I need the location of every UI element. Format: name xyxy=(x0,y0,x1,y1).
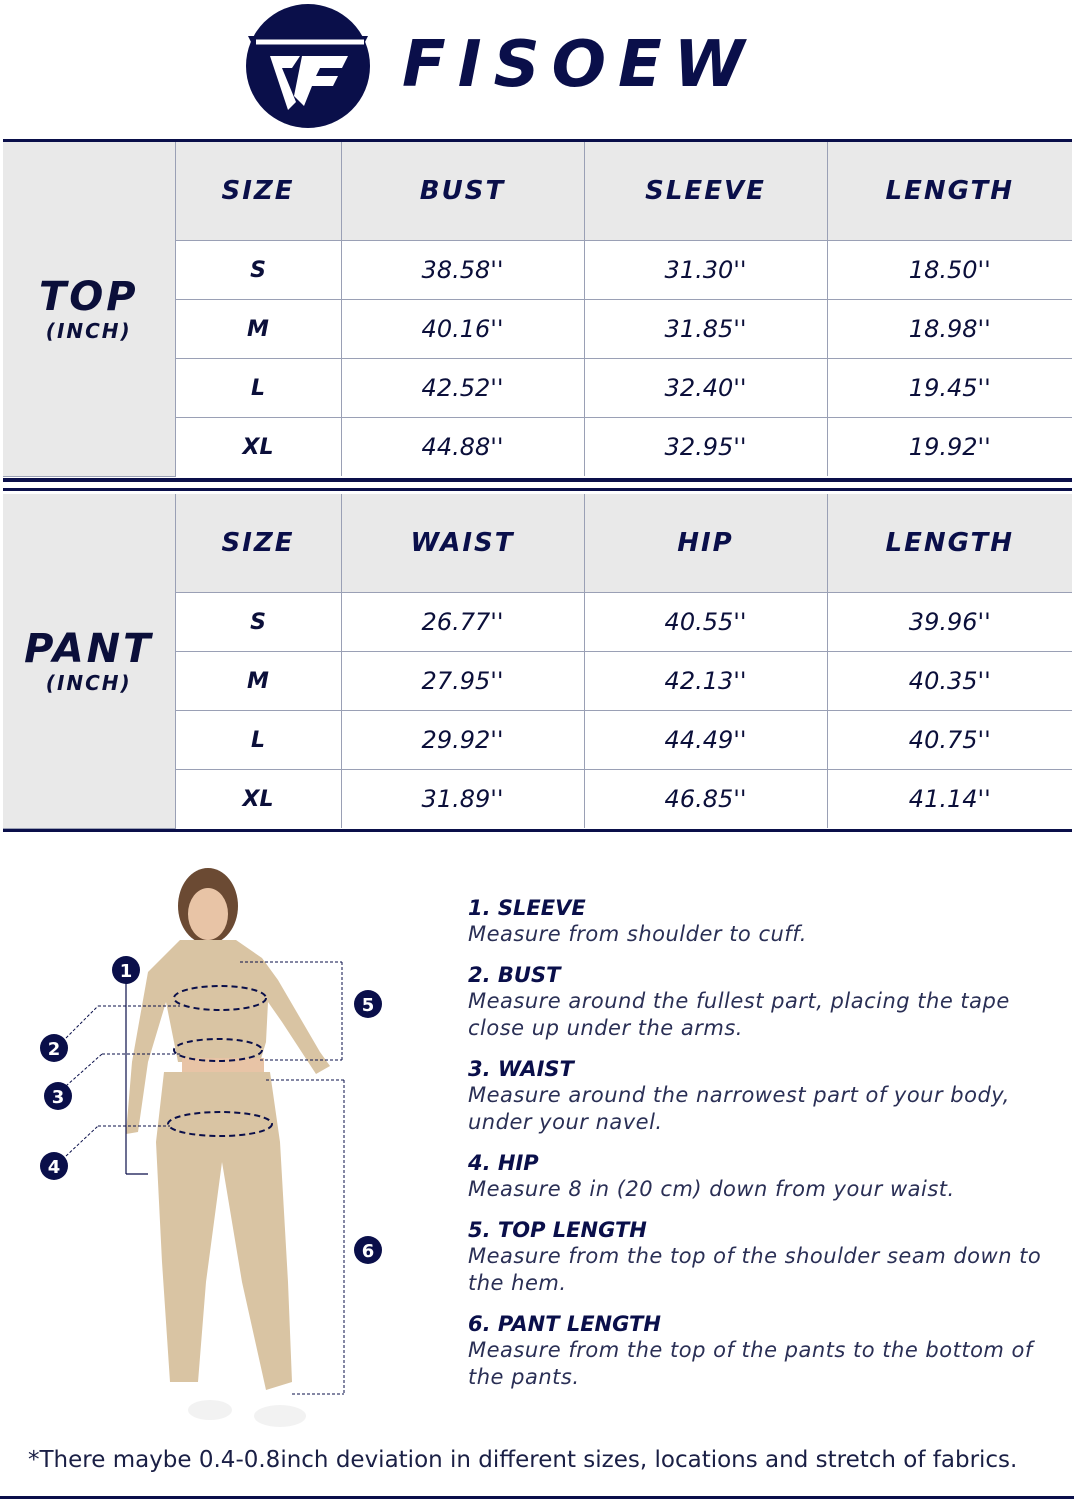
instruction-title: 5. TOP LENGTH xyxy=(468,1218,647,1242)
table-cell: 44.49'' xyxy=(584,711,827,770)
bottom-rule xyxy=(0,1496,1074,1499)
table-cell: 26.77'' xyxy=(341,593,584,652)
instruction-title: 2. BUST xyxy=(468,963,561,987)
instruction-item xyxy=(468,895,1058,948)
column-header: HIP xyxy=(584,494,827,593)
column-header: SLEEVE xyxy=(584,142,827,241)
instruction-title: 1. SLEEVE xyxy=(468,896,586,920)
table-cell: 31.85'' xyxy=(584,300,827,359)
instruction-title: 3. WAIST xyxy=(468,1057,574,1081)
pant-title: PANT xyxy=(24,625,154,672)
table-cell: 32.40'' xyxy=(584,359,827,418)
pant-unit: (INCH) xyxy=(45,670,132,695)
instruction-item xyxy=(468,962,1058,1042)
top-title: TOP xyxy=(38,273,139,320)
table-cell: 19.45'' xyxy=(827,359,1072,418)
table-cell: 32.95'' xyxy=(584,418,827,477)
svg-text:6: 6 xyxy=(361,1241,375,1262)
top-size-table xyxy=(3,142,1072,477)
header xyxy=(0,0,1074,138)
table-cell: 18.98'' xyxy=(827,300,1072,359)
table-cell: 46.85'' xyxy=(584,770,827,829)
instruction-title: 6. PANT LENGTH xyxy=(468,1312,661,1336)
column-header: WAIST xyxy=(341,494,584,593)
table-cell: 40.75'' xyxy=(827,711,1072,770)
instruction-item xyxy=(468,1311,1058,1391)
table-cell: 38.58'' xyxy=(341,241,584,300)
instruction-item xyxy=(468,1150,1058,1203)
column-header: BUST xyxy=(341,142,584,241)
table-cell: 40.35'' xyxy=(827,652,1072,711)
marker-5 xyxy=(354,990,382,1018)
table-cell: 27.95'' xyxy=(341,652,584,711)
marker-2 xyxy=(40,1034,68,1062)
instruction-text: Measure around the narrowest part of your body, under your navel. xyxy=(468,1083,1010,1134)
table-cell: 41.14'' xyxy=(908,785,991,813)
marker-1 xyxy=(112,956,140,984)
table-cell: 39.96'' xyxy=(827,593,1072,652)
size-cell: M xyxy=(175,652,341,711)
svg-text:2: 2 xyxy=(47,1039,61,1060)
brand-name: FISOEW xyxy=(402,28,757,102)
instruction-text: Measure 8 in (20 cm) down from your waist. xyxy=(468,1177,955,1201)
pant-size-table xyxy=(3,494,1072,829)
instruction-text: Measure from the top of the shoulder seam down to the hem. xyxy=(468,1244,1042,1295)
table-cell: 40.55'' xyxy=(584,593,827,652)
instruction-title: 4. HIP xyxy=(468,1151,539,1175)
column-header: SIZE xyxy=(175,142,341,241)
marker-6 xyxy=(354,1236,382,1264)
instruction-text: Measure from the top of the pants to the bottom of the pants. xyxy=(468,1338,1033,1389)
column-header: SIZE xyxy=(175,494,341,593)
table-cell: 42.13'' xyxy=(584,652,827,711)
model-measurement-figure xyxy=(30,862,410,1442)
size-cell: L xyxy=(175,711,341,770)
size-cell: L xyxy=(175,359,341,418)
measurement-instructions xyxy=(468,895,1058,1405)
size-cell: XL xyxy=(175,418,341,477)
instruction-item xyxy=(468,1056,1058,1136)
svg-text:1: 1 xyxy=(119,961,133,982)
size-cell: M xyxy=(175,300,341,359)
svg-text:3: 3 xyxy=(51,1087,65,1108)
table-cell: 31.89'' xyxy=(341,770,584,829)
size-cell: XL xyxy=(175,770,341,829)
size-cell: S xyxy=(175,241,341,300)
column-header: LENGTH xyxy=(827,142,1072,241)
pant-side-label xyxy=(3,494,175,828)
marker-4 xyxy=(40,1152,68,1180)
table-bottom-rule xyxy=(3,829,1072,832)
column-header: LENGTH xyxy=(827,494,1072,593)
size-cell: S xyxy=(175,593,341,652)
table-cell: 42.52'' xyxy=(341,359,584,418)
top-unit: (INCH) xyxy=(45,318,132,343)
section-divider xyxy=(3,488,1072,491)
top-side-label xyxy=(3,142,175,476)
table-cell: 31.30'' xyxy=(584,241,827,300)
table-cell: 18.50'' xyxy=(827,241,1072,300)
svg-text:4: 4 xyxy=(47,1157,61,1178)
instruction-text: Measure from shoulder to cuff. xyxy=(468,922,807,946)
table-cell: 19.92'' xyxy=(908,433,991,461)
svg-text:5: 5 xyxy=(361,995,375,1016)
marker-3 xyxy=(44,1082,72,1110)
fisoew-logo-icon xyxy=(240,2,376,130)
table-cell: 29.92'' xyxy=(341,711,584,770)
section-divider xyxy=(3,478,1072,482)
table-cell: 44.88'' xyxy=(341,418,584,477)
instruction-text: Measure around the fullest part, placing the tape close up under the arms. xyxy=(468,989,1010,1040)
table-cell: 40.16'' xyxy=(341,300,584,359)
instruction-item xyxy=(468,1217,1058,1297)
deviation-footnote: *There maybe 0.4-0.8inch deviation in different sizes, locations and stretch of fabrics. xyxy=(28,1447,1018,1473)
